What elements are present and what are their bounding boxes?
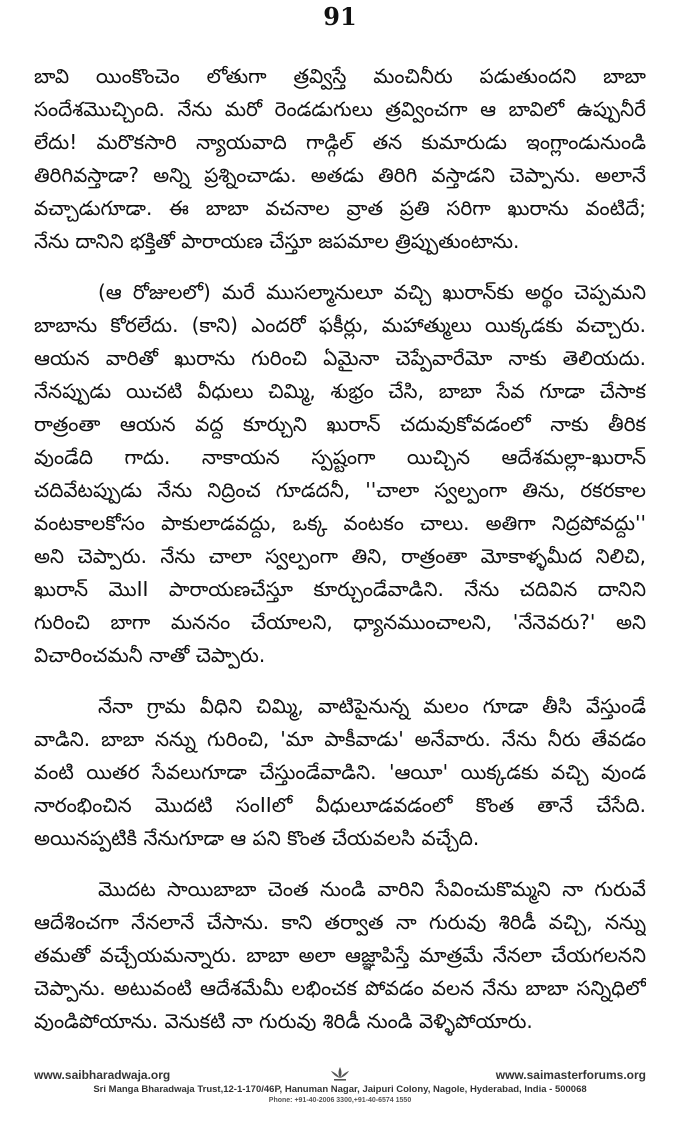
text-line: చెప్పాను. అటువంటి ఆదేశమేమీ లభించక పోవడం వలన నేను బాబా సన్నిధిలో bbox=[34, 976, 646, 1000]
paragraph-2 bbox=[34, 276, 646, 672]
text-line: నేను దానిని భక్తితో పారాయణ చేస్తూ జపమాల త్రిప్పుతుంటాను. bbox=[34, 229, 520, 253]
text-line: సందేశమొచ్చింది. నేను మరో రెండడుగులు త్రవ్వించగా ఆ బావిలో ఉప్పునీరే bbox=[34, 97, 646, 121]
text-line: నేనా గ్రామ వీధిని చిమ్మి, వాటిపైనున్న మలం గూడా తీసి వేస్తుండే bbox=[98, 694, 646, 718]
text-line: వుండేది గాదు. నాకాయన స్పష్టంగా యిచ్చిన ఆదేశమల్లా-ఖురాన్ bbox=[34, 445, 646, 469]
text-line: అయినప్పటికి నేనుగూడా ఆ పని కొంత చేయవలసి వచ్చేది. bbox=[34, 826, 480, 850]
text-line: అని చెప్పారు. నేను చాలా స్వల్పంగా తిని, రాత్రంతా మోకాళ్ళమీద నిలిచి, bbox=[34, 544, 646, 568]
footer-phone: Phone: +91-40-2006 3300,+91-40-6574 1550 bbox=[268, 1097, 412, 1104]
text-line: బాబాను కోరలేదు. (కాని) ఎందరో ఫకీర్లు, మహాత్ములు యిక్కడకు వచ్చారు. bbox=[34, 313, 646, 337]
text-line: లేదు! మరొకసారి న్యాయవాది గాడ్గిల్ తన కుమారుడు ఇంగ్లాండునుండి bbox=[34, 130, 646, 154]
text-line: వాడిని. బాబా నన్ను గురించి, 'మా పాకీవాడు' అనేవారు. నేను నీరు తేవడం bbox=[34, 727, 646, 751]
paragraph-4 bbox=[34, 873, 646, 1038]
text-line: (ఆ రోజులలో) మరే ముసల్మానులూ వచ్చి ఖురాన్‌కు అర్థం చెప్పమని bbox=[98, 280, 646, 304]
text-line: బావి యింకొంచెం లోతుగా త్రవ్విస్తే మంచినీరు పడుతుందని బాబా bbox=[34, 64, 646, 88]
text-line: తమతో వచ్చేయమన్నారు. బాబా అలా ఆజ్ఞాపిస్తే మాత్రమే నేనలా చేయగలనని bbox=[34, 943, 646, 967]
page-body bbox=[34, 60, 646, 1056]
text-line: చదివేటప్పుడు నేను నిద్రించ గూడదనీ, ''చాలా స్వల్పంగా తిను, రకరకాల bbox=[34, 478, 646, 502]
text-line: ఆయన వారితో ఖురాను గురించి ఏమైనా చెప్పేవారేమో నాకు తెలియదు. bbox=[34, 346, 646, 370]
page-number: 91 bbox=[323, 2, 357, 31]
text-line: వుండిపోయాను. వెనుకటి నా గురువు శిరిడీ నుండి వెళ్ళిపోయారు. bbox=[34, 1009, 533, 1033]
text-line: గురించి బాగా మననం చేయాలని, ధ్యానముంచాలని, 'నేనెవరు?' అని bbox=[34, 610, 646, 634]
text-line: నేనప్పుడు యిచటి వీధులు చిమ్మి, శుభ్రం చేసి, బాబా సేవ గూడా చేసాక bbox=[34, 379, 646, 403]
text-line: నారంభించిన మొదటి సంIIలో వీధులూడవడంలో కొంత తానే చేసేది. bbox=[34, 793, 646, 817]
text-line: వంటకాలకోసం పాకులాడవద్దు, ఒక్క వంటకం చాలు. అతిగా నిద్రపోవద్దు'' bbox=[34, 511, 646, 535]
text-line: మొదట సాయిబాబా చెంత నుండి వారిని సేవించుకొమ్మని నా గురువే bbox=[98, 877, 646, 901]
paragraph-3 bbox=[34, 690, 646, 855]
text-line: వంటి యితర సేవలుగూడా చేస్తుండేవాడిని. 'ఆయీ' యిక్కడకు వచ్చి వుండ bbox=[34, 760, 646, 784]
text-line: రాత్రంతా ఆయన వద్ద కూర్చుని ఖురాన్ చదువుకోవడంలో నాకు తీరిక bbox=[34, 412, 646, 436]
page-footer bbox=[34, 1068, 646, 1118]
text-line: ఖురాన్ మొII పారాయణచేస్తూ కూర్చుండేవాడిని. నేను చదివిన దానిని bbox=[34, 577, 646, 601]
text-line: విచారించమనీ నాతో చెప్పారు. bbox=[34, 643, 266, 667]
footer-forum-link[interactable]: www.saimasterforums.org bbox=[495, 1068, 646, 1082]
text-line: వచ్చాడుగూడా. ఈ బాబా వచనాల వ్రాత ప్రతి సరిగా ఖురాను వంటిదే; bbox=[34, 196, 646, 220]
paragraph-1 bbox=[34, 60, 646, 258]
text-line: తిరిగివస్తాడా? అన్ని ప్రశ్నించాడు. అతడు తిరిగి వస్తాడని చెప్పాను. అలానే bbox=[34, 163, 646, 187]
text-line: ఆదేశించగా నేనలానే చేసాను. కాని తర్వాత నా గురువు శిరిడీ వచ్చి, నన్ను bbox=[34, 910, 646, 934]
lotus-ornament-icon bbox=[330, 1066, 350, 1082]
footer-address: Sri Manga Bharadwaja Trust,12-1-170/46P, Hanuman Nagar, Jaipuri Colony, Nagole, Hyderabad, India - 500068 bbox=[93, 1084, 587, 1095]
footer-website-link[interactable]: www.saibharadwaja.org bbox=[34, 1068, 171, 1082]
